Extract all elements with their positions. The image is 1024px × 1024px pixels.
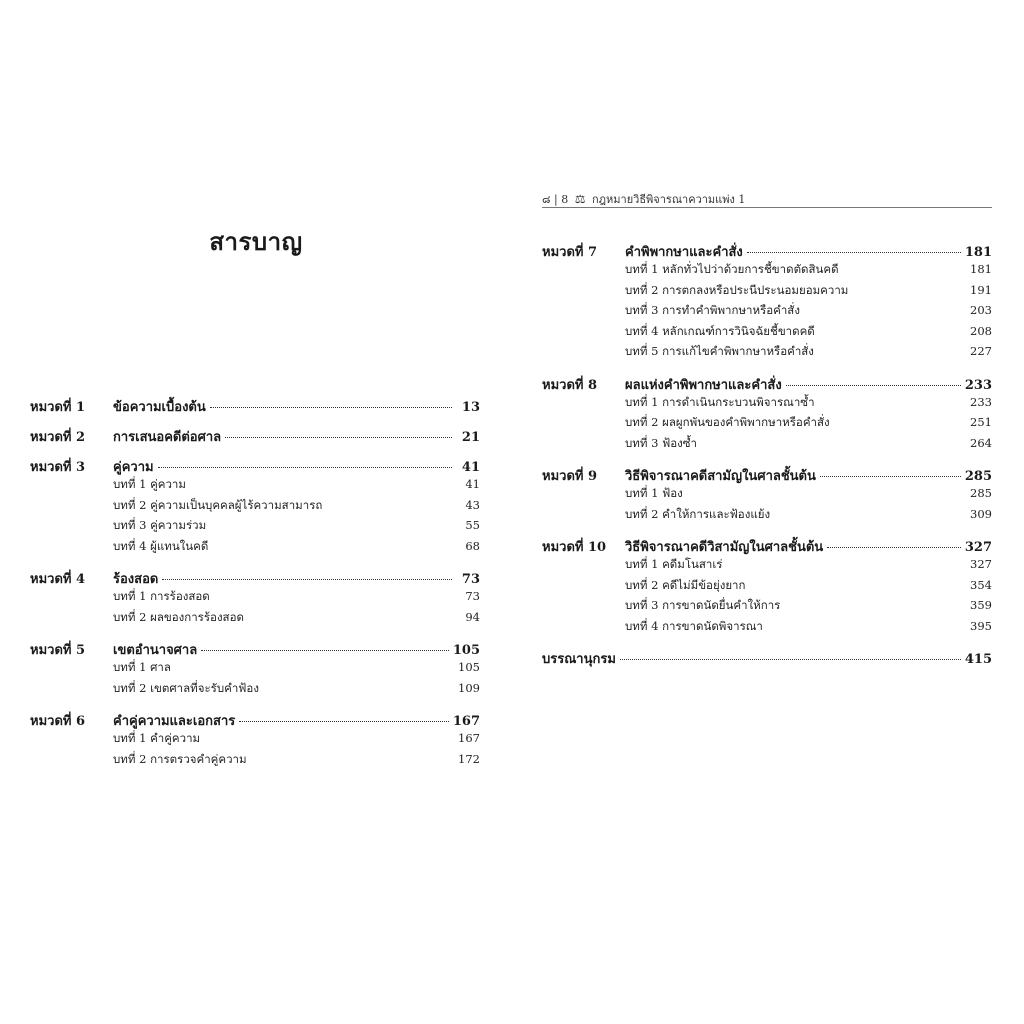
- section-entry[interactable]: [30, 538, 480, 559]
- running-header: [542, 190, 992, 208]
- section-entry[interactable]: [30, 517, 480, 538]
- chapter-entry[interactable]: [542, 374, 992, 394]
- page-number: 251: [970, 415, 992, 429]
- chapter-label: หมวดที่ 5: [30, 643, 86, 658]
- section-entry[interactable]: [542, 394, 992, 415]
- chapter-entry[interactable]: [30, 456, 480, 476]
- section-title: บทที่ 2 คำให้การและฟ้องแย้ง: [625, 506, 771, 521]
- scales-of-justice-icon: ⚖: [574, 192, 586, 206]
- chapter-block: [30, 639, 480, 700]
- chapter-entry[interactable]: [30, 396, 480, 416]
- page-number: 264: [970, 435, 992, 450]
- header-rule: [542, 207, 992, 208]
- page-number: 55: [465, 518, 480, 532]
- section-title: บทที่ 3 การขาดนัดยื่นคำให้การ: [625, 598, 781, 612]
- page-number: 43: [465, 497, 480, 512]
- page-number: 181: [964, 245, 992, 260]
- section-entry[interactable]: [542, 485, 992, 506]
- section-entry[interactable]: [30, 659, 480, 680]
- page-number: 109: [458, 680, 480, 695]
- chapter-label: หมวดที่ 10: [542, 540, 607, 555]
- folio-separator: |: [554, 193, 558, 206]
- page-number: 41: [461, 460, 480, 475]
- chapter-title: การเสนอคดีต่อศาล: [113, 430, 222, 445]
- chapter-label: หมวดที่ 8: [542, 377, 598, 393]
- page-number: 309: [970, 506, 992, 521]
- chapter-title: คำพิพากษาและคำสั่ง: [625, 245, 743, 260]
- chapter-title: เขตอำนาจศาล: [113, 643, 198, 658]
- dot-leader: [827, 547, 961, 548]
- chapter-title: วิธีพิจารณาคดีวิสามัญในศาลชั้นต้น: [625, 540, 824, 555]
- right-toc-list: [542, 241, 992, 668]
- section-entry[interactable]: [542, 435, 992, 456]
- chapter-block: [30, 426, 480, 446]
- section-entry[interactable]: [30, 609, 480, 630]
- page-number: 233: [964, 377, 992, 393]
- dot-leader: [210, 407, 452, 408]
- right-page: [512, 0, 1024, 1024]
- section-entry[interactable]: [542, 282, 992, 303]
- page-number: 105: [458, 660, 480, 674]
- chapter-label: หมวดที่ 7: [542, 245, 598, 260]
- section-entry[interactable]: [30, 680, 480, 701]
- section-entry[interactable]: [542, 343, 992, 364]
- section-title: บทที่ 2 คู่ความเป็นบุคคลผู้ไร้ความสามารถ: [113, 497, 323, 512]
- page-number: 327: [970, 557, 992, 571]
- chapter-block: [30, 710, 480, 771]
- chapter-title: ร้องสอด: [113, 572, 159, 587]
- section-title: บทที่ 1 คู่ความ: [113, 477, 186, 491]
- page-number: 167: [458, 731, 480, 745]
- dot-leader: [225, 437, 452, 438]
- bibliography-title: บรรณานุกรม: [542, 652, 616, 667]
- page-number: 208: [970, 323, 992, 338]
- section-entry[interactable]: [542, 597, 992, 618]
- chapter-entry[interactable]: [30, 639, 480, 659]
- page-number: 73: [465, 589, 480, 603]
- chapter-entry[interactable]: [542, 465, 992, 485]
- chapter-block: [542, 374, 992, 456]
- page-number: 327: [964, 540, 992, 555]
- chapter-entry[interactable]: [542, 241, 992, 261]
- section-title: บทที่ 4 หลักเกณฑ์การวินิจฉัยชี้ขาดคดี: [625, 323, 815, 338]
- section-entry[interactable]: [542, 261, 992, 282]
- chapter-label: หมวดที่ 4: [30, 572, 86, 587]
- section-entry[interactable]: [30, 751, 480, 772]
- left-toc-list: [30, 396, 480, 781]
- dot-leader: [239, 721, 449, 722]
- section-title: บทที่ 1 คำคู่ความ: [113, 731, 201, 745]
- book-title: กฎหมายวิธีพิจารณาความแพ่ง 1: [591, 193, 746, 206]
- section-entry[interactable]: [542, 414, 992, 435]
- page-number: 73: [461, 572, 480, 587]
- page-number: 415: [964, 652, 992, 667]
- dot-leader: [201, 650, 449, 651]
- right-chapters: [542, 241, 992, 638]
- chapter-title: ผลแห่งคำพิพากษาและคำสั่ง: [625, 377, 782, 393]
- chapter-entry[interactable]: [30, 710, 480, 730]
- section-title: บทที่ 2 ผลผูกพันของคำพิพากษาหรือคำสั่ง: [625, 415, 830, 429]
- section-title: บทที่ 2 การตรวจคำคู่ความ: [113, 751, 247, 766]
- page-number: 94: [465, 609, 480, 624]
- chapter-title: คำคู่ความและเอกสาร: [113, 714, 236, 729]
- section-entry[interactable]: [30, 730, 480, 751]
- section-title: บทที่ 2 คดีไม่มีข้อยุ่งยาก: [625, 577, 746, 592]
- page-number: 191: [970, 282, 992, 297]
- section-entry[interactable]: [30, 476, 480, 497]
- section-title: บทที่ 1 การดำเนินกระบวนพิจารณาซ้ำ: [625, 394, 815, 409]
- section-title: บทที่ 4 การขาดนัดพิจารณา: [625, 618, 763, 633]
- page-number: 359: [970, 598, 992, 612]
- section-title: บทที่ 3 การทำคำพิพากษาหรือคำสั่ง: [625, 303, 800, 317]
- section-entry[interactable]: [542, 506, 992, 527]
- section-entry[interactable]: [542, 577, 992, 598]
- chapter-label: หมวดที่ 2: [30, 430, 86, 445]
- page-number: 354: [970, 577, 992, 592]
- page-number: 13: [461, 400, 480, 415]
- section-title: บทที่ 1 ฟ้อง: [625, 486, 683, 500]
- folio-thai: ๘: [542, 193, 551, 206]
- page-number: 285: [970, 486, 992, 500]
- section-title: บทที่ 1 คดีมโนสาเร่: [625, 557, 723, 571]
- page-number: 227: [970, 344, 992, 358]
- section-title: บทที่ 4 ผู้แทนในคดี: [113, 538, 209, 553]
- page-number: 21: [461, 430, 480, 445]
- chapter-label: หมวดที่ 1: [30, 400, 86, 415]
- chapter-label: หมวดที่ 9: [542, 469, 598, 484]
- section-entry[interactable]: [542, 302, 992, 323]
- dot-leader: [786, 385, 961, 386]
- section-entry[interactable]: [542, 323, 992, 344]
- page-number: 167: [452, 714, 480, 729]
- bibliography-entry[interactable]: [542, 648, 992, 668]
- section-entry[interactable]: [542, 618, 992, 639]
- section-title: บทที่ 3 คู่ความร่วม: [113, 518, 207, 532]
- section-title: บทที่ 5 การแก้ไขคำพิพากษาหรือคำสั่ง: [625, 344, 814, 358]
- section-title: บทที่ 1 การร้องสอด: [113, 589, 210, 603]
- dot-leader: [162, 579, 452, 580]
- page-number: 181: [970, 262, 992, 276]
- page-number: 233: [970, 394, 992, 409]
- chapter-label: หมวดที่ 3: [30, 460, 86, 475]
- section-title: บทที่ 3 ฟ้องซ้ำ: [625, 435, 698, 450]
- chapter-label: หมวดที่ 6: [30, 714, 86, 729]
- chapter-entry[interactable]: [30, 426, 480, 446]
- chapter-block: [542, 536, 992, 638]
- dot-leader: [158, 467, 452, 468]
- section-entry[interactable]: [30, 588, 480, 609]
- page-number: 172: [458, 751, 480, 766]
- section-entry[interactable]: [542, 556, 992, 577]
- page-number: 203: [970, 303, 992, 317]
- section-title: บทที่ 2 เขตศาลที่จะรับคำฟ้อง: [113, 680, 259, 695]
- section-title: บทที่ 1 หลักทั่วไปว่าด้วยการชี้ขาดตัดสินคดี: [625, 262, 839, 276]
- chapter-title: ข้อความเบื้องต้น: [113, 400, 206, 415]
- section-title: บทที่ 2 ผลของการร้องสอด: [113, 609, 244, 624]
- folio-number: 8: [561, 193, 569, 206]
- dot-leader: [620, 659, 961, 660]
- chapter-block: [30, 456, 480, 558]
- page-number: 105: [452, 643, 480, 658]
- page-number: 41: [465, 477, 480, 491]
- page-number: 285: [964, 469, 992, 484]
- chapter-block: [30, 568, 480, 629]
- dot-leader: [820, 476, 961, 477]
- chapter-block: [542, 465, 992, 526]
- section-title: บทที่ 1 ศาล: [113, 660, 171, 674]
- dot-leader: [747, 252, 961, 253]
- chapter-entry[interactable]: [542, 536, 992, 556]
- section-entry[interactable]: [30, 497, 480, 518]
- chapter-block: [30, 396, 480, 416]
- page-number: 395: [970, 618, 992, 633]
- chapter-title: วิธีพิจารณาคดีสามัญในศาลชั้นต้น: [625, 469, 816, 484]
- section-title: บทที่ 2 การตกลงหรือประนีประนอมยอมความ: [625, 282, 849, 297]
- chapter-entry[interactable]: [30, 568, 480, 588]
- page-title: สารบาญ: [209, 227, 303, 256]
- chapter-block: [542, 241, 992, 364]
- chapter-title: คู่ความ: [113, 460, 154, 475]
- page-number: 68: [465, 538, 480, 553]
